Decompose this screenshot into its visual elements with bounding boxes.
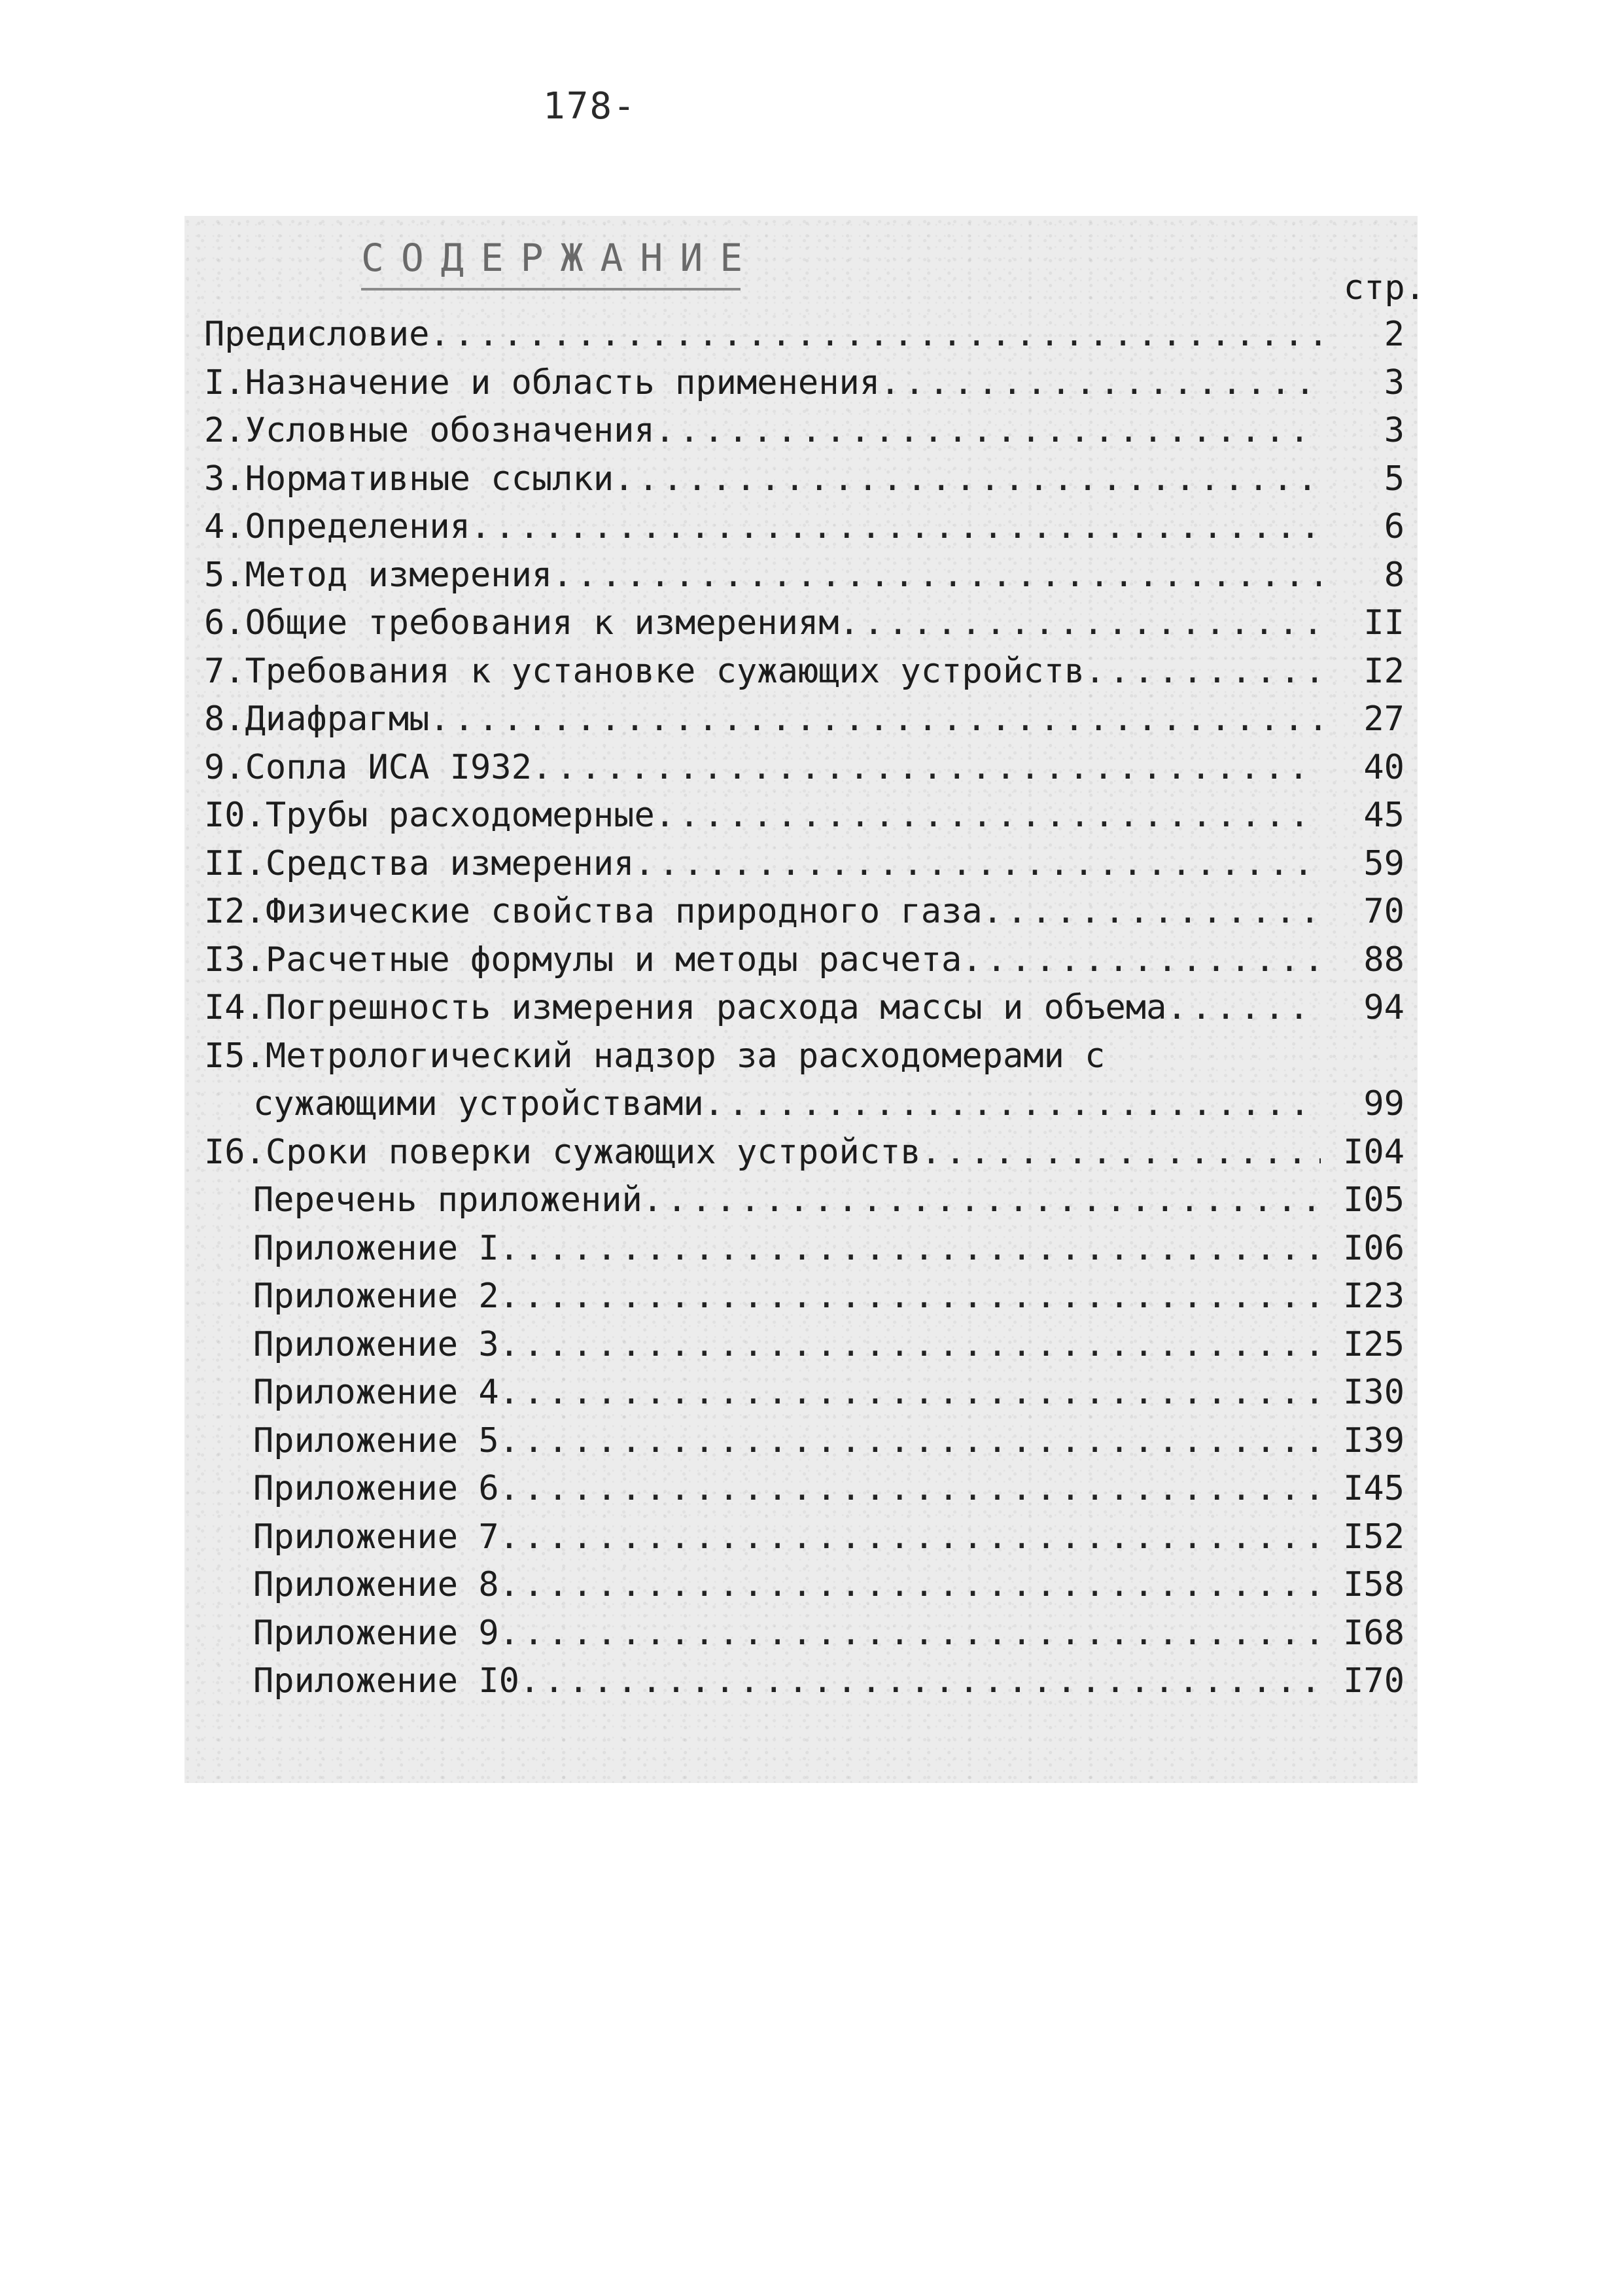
dot-leader	[499, 1465, 1321, 1513]
toc-entry-title: 6.Общие требования к измерениям	[204, 603, 839, 643]
dot-leader	[655, 792, 1321, 840]
toc-entry-page: I25	[1343, 1324, 1405, 1364]
toc-entry	[184, 888, 1418, 936]
toc-entry-title: Приложение 8	[253, 1565, 499, 1604]
dot-leader	[499, 1610, 1321, 1658]
toc-entry-page: 6	[1384, 507, 1405, 546]
toc-entry-page: I52	[1343, 1517, 1405, 1557]
page-number: 178-	[543, 85, 637, 128]
toc-entry-title: I3.Расчетные формулы и методы расчета	[204, 940, 962, 980]
toc-entry	[184, 936, 1418, 985]
toc-entry-title: I.Назначение и область применения	[204, 362, 881, 402]
toc-entry	[184, 648, 1418, 696]
toc-entry-page: I68	[1343, 1613, 1405, 1653]
dot-leader	[532, 744, 1321, 792]
dot-leader	[499, 1225, 1321, 1273]
toc-entry-title: сужающими устройствами	[253, 1084, 704, 1123]
toc-entry-page: 2	[1384, 315, 1405, 354]
toc-entry-title: Приложение 9	[253, 1613, 499, 1653]
toc-entry-title: 4.Определения	[204, 507, 470, 546]
toc-entry-title: Приложение 6	[253, 1469, 499, 1508]
dot-leader	[470, 503, 1321, 552]
dot-leader	[499, 1561, 1321, 1610]
toc-entry-page: II	[1363, 603, 1405, 643]
dot-leader	[429, 696, 1321, 744]
toc-entry-title: 8.Диафрагмы	[204, 699, 430, 739]
toc-entry-page: 94	[1363, 988, 1405, 1027]
dot-leader	[552, 552, 1321, 600]
dot-leader	[614, 455, 1321, 504]
dot-leader	[429, 311, 1321, 359]
toc-entry-title: Перечень приложений	[253, 1180, 642, 1220]
toc-entry	[184, 1129, 1418, 1177]
dot-leader	[921, 1129, 1321, 1177]
dot-leader	[499, 1321, 1321, 1369]
dot-leader	[655, 407, 1321, 455]
dot-leader	[880, 359, 1321, 408]
toc-entry-title: 5.Метод измерения	[204, 555, 553, 595]
toc-entry-page: 88	[1363, 940, 1405, 980]
toc-entry-page: 3	[1384, 362, 1405, 402]
toc-entry-title: 2.Условные обозначения	[204, 411, 655, 450]
toc-entry-title: Приложение 3	[253, 1324, 499, 1364]
dot-leader	[634, 840, 1321, 889]
toc-entry-page: 40	[1363, 747, 1405, 787]
toc-entry	[184, 696, 1418, 744]
dot-leader	[519, 1657, 1321, 1706]
dot-leader	[962, 936, 1321, 985]
toc-entry-title: I4.Погрешность измерения расхода массы и объема	[204, 988, 1167, 1027]
toc-entry-title: I2.Физические свойства природного газа	[204, 892, 983, 931]
toc-entry-page: 59	[1363, 843, 1405, 883]
dot-leader	[704, 1080, 1321, 1129]
toc-entry	[184, 1513, 1418, 1562]
toc-entry-page: I58	[1343, 1565, 1405, 1604]
toc-entry	[184, 407, 1418, 455]
toc-entry-page: I05	[1343, 1180, 1405, 1220]
toc-entry	[184, 599, 1418, 648]
page-column-header: стр.	[1343, 268, 1425, 308]
toc-entry	[184, 1033, 1418, 1081]
toc-entry	[184, 1657, 1418, 1706]
toc-entry-page: 5	[1384, 459, 1405, 499]
toc-entry-title: I6.Сроки поверки сужающих устройств	[204, 1132, 921, 1172]
title-underline	[361, 288, 741, 291]
toc-entry	[184, 1321, 1418, 1369]
toc-entry-title: Предисловие	[204, 315, 430, 354]
toc-entry-title: Приложение 5	[253, 1421, 499, 1460]
table-of-contents	[184, 216, 1425, 1783]
toc-entry-title: Приложение I	[253, 1228, 499, 1268]
toc-entry-page: 45	[1363, 796, 1405, 835]
toc-entry	[184, 359, 1418, 408]
toc-entry-page: 27	[1363, 699, 1405, 739]
dot-leader	[499, 1369, 1321, 1417]
toc-entry	[184, 1369, 1418, 1417]
toc-entry-page: I06	[1343, 1228, 1405, 1268]
toc-entry	[184, 1225, 1418, 1273]
toc-entry	[184, 311, 1418, 359]
toc-entry-page: I04	[1343, 1132, 1405, 1172]
dot-leader	[983, 888, 1321, 936]
toc-entry	[184, 1176, 1418, 1225]
toc-entry-title: Приложение I0	[253, 1661, 519, 1701]
toc-entry-page: I30	[1343, 1373, 1405, 1412]
toc-entry-title: 9.Сопла ИСА I932	[204, 747, 532, 787]
toc-entry	[184, 984, 1418, 1033]
toc-entry-title: I5.Метрологический надзор за расходомерами с	[204, 1036, 1106, 1076]
toc-entry-page: 70	[1363, 892, 1405, 931]
toc-entry	[184, 455, 1418, 504]
toc-entry-list	[184, 311, 1418, 1706]
toc-entry-page: 99	[1363, 1084, 1405, 1123]
toc-entry	[184, 1561, 1418, 1610]
dot-leader	[642, 1176, 1321, 1225]
dot-leader	[839, 599, 1321, 648]
toc-entry-page: 3	[1384, 411, 1405, 450]
toc-entry-title: I0.Трубы расходомерные	[204, 796, 655, 835]
toc-entry	[184, 744, 1418, 792]
toc-entry-page: 8	[1384, 555, 1405, 595]
toc-entry	[184, 792, 1418, 840]
toc-title: СОДЕРЖАНИЕ	[361, 236, 760, 280]
toc-entry-title: Приложение 7	[253, 1517, 499, 1557]
toc-entry-page: I39	[1343, 1421, 1405, 1460]
toc-entry-page: I23	[1343, 1277, 1405, 1316]
dot-leader	[499, 1273, 1321, 1321]
toc-entry	[184, 1080, 1418, 1129]
dot-leader	[1166, 984, 1321, 1033]
toc-entry-page: I70	[1343, 1661, 1405, 1701]
dot-leader	[499, 1513, 1321, 1562]
toc-entry	[184, 552, 1418, 600]
toc-entry	[184, 1610, 1418, 1658]
toc-entry-title: Приложение 2	[253, 1277, 499, 1316]
toc-entry-title: II.Средства измерения	[204, 843, 635, 883]
toc-entry	[184, 840, 1418, 889]
toc-entry-title: 7.Требования к установке сужающих устройств	[204, 651, 1085, 691]
dot-leader	[499, 1417, 1321, 1466]
toc-entry-title: Приложение 4	[253, 1373, 499, 1412]
toc-entry-page: I2	[1363, 651, 1405, 691]
dot-leader	[1085, 648, 1321, 696]
toc-entry	[184, 503, 1418, 552]
toc-entry-title: 3.Нормативные ссылки	[204, 459, 614, 499]
toc-entry	[184, 1465, 1418, 1513]
toc-entry	[184, 1417, 1418, 1466]
toc-entry-page: I45	[1343, 1469, 1405, 1508]
toc-entry	[184, 1273, 1418, 1321]
